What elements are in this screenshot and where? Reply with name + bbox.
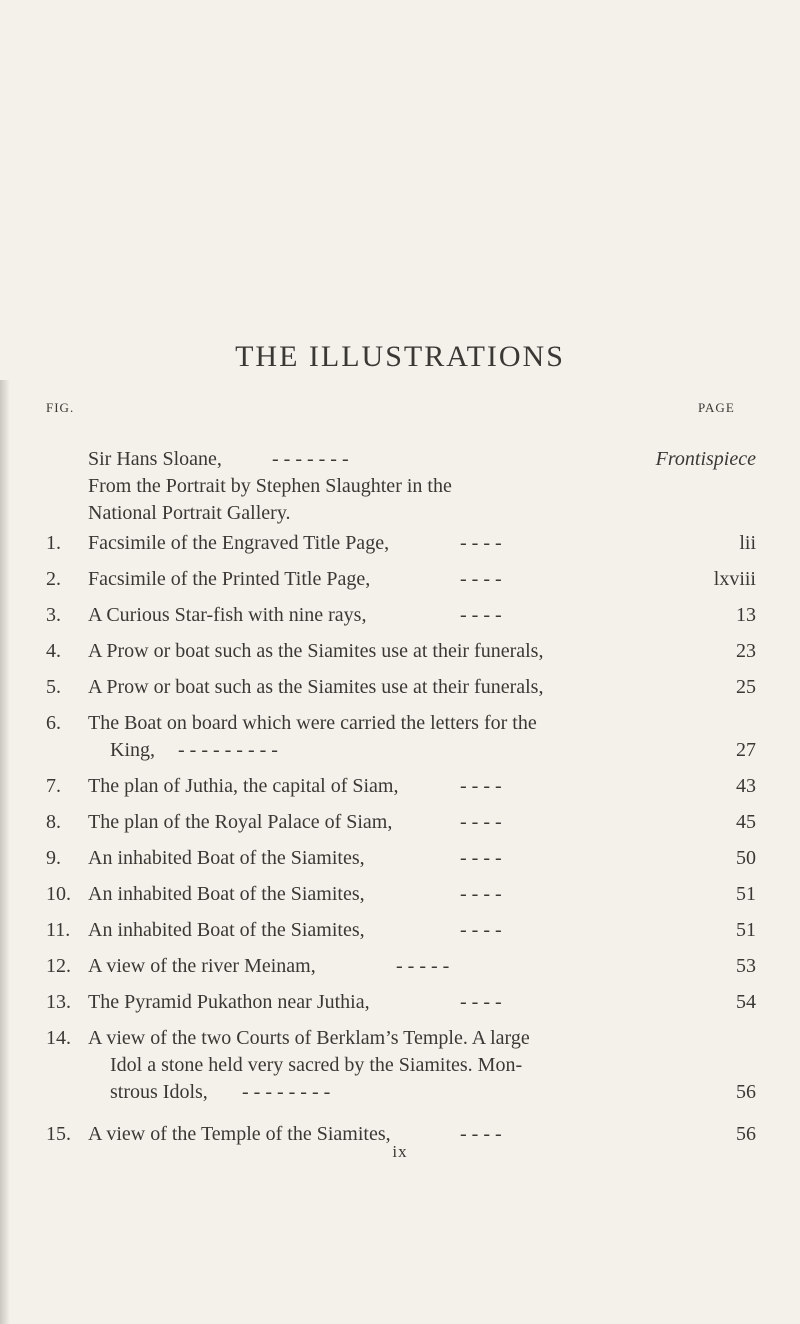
dot-leaders: - - - - [460,532,502,554]
list-item-fig-1 [46,529,756,559]
entry-title: A view of the Temple of the Siamites, [88,1123,391,1145]
dot-leaders: - - - - [460,604,502,626]
list-item-fig-13 [46,988,756,1018]
entry-title-line-3: strous Idols, [110,1081,208,1103]
page-edge-shadow [0,380,10,1324]
entry-page: 51 [736,883,756,905]
entry-page: 54 [736,991,756,1013]
dot-leaders: - - - - - - - - [242,1081,331,1103]
dot-leaders: - - - - [460,811,502,833]
entry-page: 50 [736,847,756,869]
list-item-fig-14 [46,1024,756,1114]
entry-page: 45 [736,811,756,833]
fig-number: 15. [46,1123,71,1145]
dot-leaders: - - - - [460,568,502,590]
entry-page: 51 [736,919,756,941]
entry-title-line-3: National Portrait Gallery. [88,502,291,524]
entry-page: 53 [736,955,756,977]
list-item-fig-9 [46,844,756,874]
entry-title: Facsimile of the Printed Title Page, [88,568,371,590]
entry-page: 56 [736,1081,756,1103]
dot-leaders: - - - - [460,919,502,941]
fig-number: 10. [46,883,71,905]
entry-title: A view of the river Meinam, [88,955,316,977]
entry-title: The plan of the Royal Palace of Siam, [88,811,393,833]
dot-leaders: - - - - - - - [272,448,349,470]
entry-page: 43 [736,775,756,797]
entry-title: A view of the two Courts of Berklam’s Temple. A large [88,1027,530,1049]
entry-page: 23 [736,640,756,662]
list-item-frontispiece [46,445,756,535]
page-number-folio: ix [392,1142,408,1161]
list-item-fig-12 [46,952,756,982]
entry-page: 27 [736,739,756,761]
dot-leaders: - - - - - - - - - [178,739,278,761]
fig-number: 4. [46,640,61,662]
list-item-fig-7 [46,772,756,802]
dot-leaders: - - - - [460,883,502,905]
list-item-fig-11 [46,916,756,946]
entry-title: A Curious Star-fish with nine rays, [88,604,367,626]
list-item-fig-5 [46,673,756,703]
fig-column-header: FIG. [46,400,75,415]
list-item-fig-3 [46,601,756,631]
fig-number: 12. [46,955,71,977]
fig-number: 14. [46,1027,71,1049]
entry-page: 25 [736,676,756,698]
entry-title-line-2: King, [110,739,155,761]
list-item-fig-8 [46,808,756,838]
fig-number: 5. [46,676,61,698]
entry-page: 56 [736,1123,756,1145]
fig-number: 6. [46,712,61,734]
entry-title: A Prow or boat such as the Siamites use at their funerals, [88,676,544,698]
fig-number: 9. [46,847,61,869]
entry-title: Facsimile of the Engraved Title Page, [88,532,390,554]
fig-number: 11. [46,919,71,941]
entry-title: Sir Hans Sloane, [88,448,222,470]
entry-title: A Prow or boat such as the Siamites use at their funerals, [88,640,544,662]
dot-leaders: - - - - [460,847,502,869]
entry-title: The plan of Juthia, the capital of Siam, [88,775,399,797]
entry-page: lxviii [713,568,756,590]
dot-leaders: - - - - [460,1123,502,1145]
fig-number: 2. [46,568,61,590]
fig-number: 1. [46,532,61,554]
list-item-fig-6 [46,709,756,769]
dot-leaders: - - - - [460,991,502,1013]
entry-title-line-2: Idol a stone held very sacred by the Siamites. Mon- [110,1054,523,1076]
page-title: THE ILLUSTRATIONS [235,340,565,373]
fig-number: 13. [46,991,71,1013]
entry-page: 13 [736,604,756,626]
fig-number: 7. [46,775,61,797]
entry-page: Frontispiece [655,448,756,470]
entry-title: The Pyramid Pukathon near Juthia, [88,991,370,1013]
page-column-header: PAGE [698,400,735,415]
entry-title: An inhabited Boat of the Siamites, [88,847,365,869]
fig-number: 8. [46,811,61,833]
list-item-fig-10 [46,880,756,910]
list-item-fig-4 [46,637,756,667]
list-item-fig-2 [46,565,756,595]
entry-title: An inhabited Boat of the Siamites, [88,919,365,941]
entry-title: An inhabited Boat of the Siamites, [88,883,365,905]
dot-leaders: - - - - [460,775,502,797]
entry-page: lii [739,532,756,554]
entry-title-line-2: From the Portrait by Stephen Slaughter in the [88,475,452,497]
entry-title: The Boat on board which were carried the letters for the [88,712,537,734]
fig-number: 3. [46,604,61,626]
dot-leaders: - - - - - [396,955,450,977]
